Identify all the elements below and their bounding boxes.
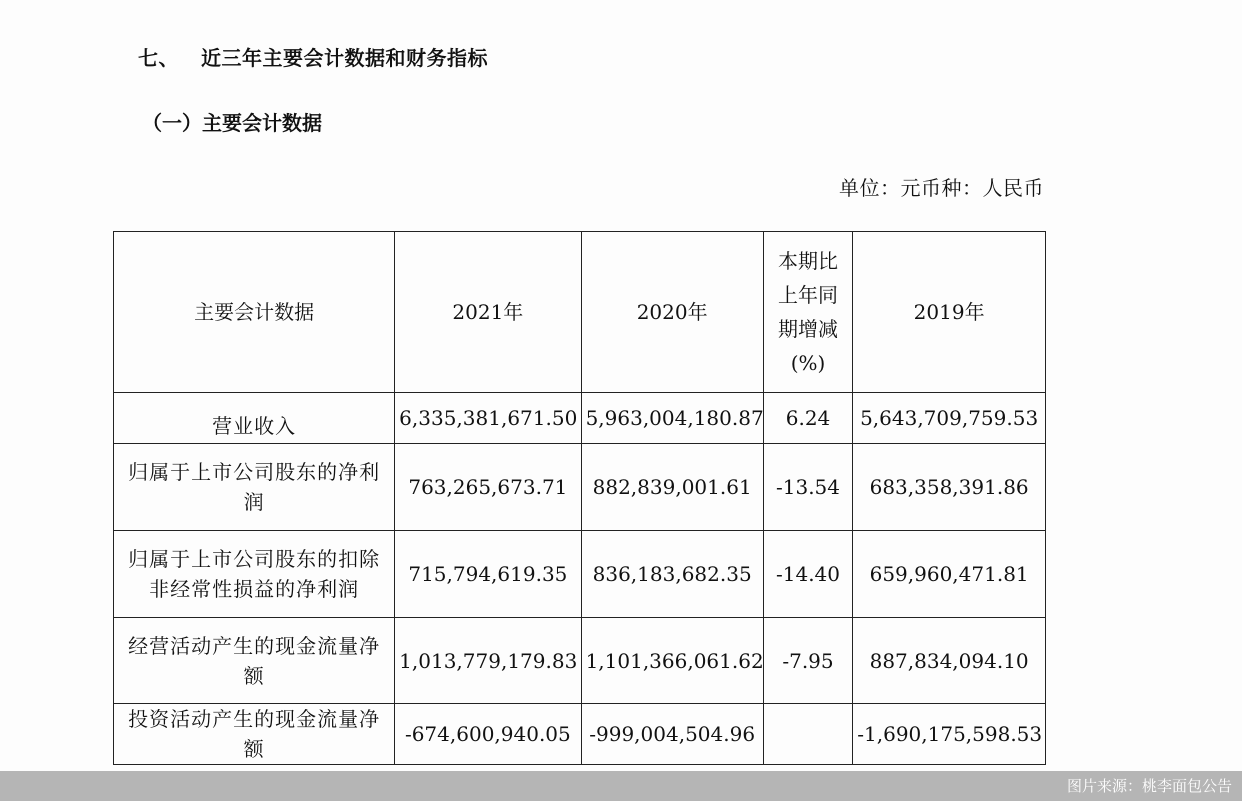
section-number: 七、	[138, 46, 179, 70]
image-credit-text: 图片来源：桃李面包公告	[1066, 777, 1232, 795]
row-label: 投资活动产生的现金流量净额	[114, 704, 395, 765]
table-row	[114, 618, 1046, 704]
table-header-row	[114, 232, 1046, 393]
cell-2019: -1,690,175,598.53	[853, 704, 1046, 765]
header-change-line: (%)	[790, 351, 826, 375]
cell-2019: 683,358,391.86	[853, 444, 1046, 531]
table-row	[114, 444, 1046, 531]
cell-2020: 1,101,366,061.62	[581, 618, 763, 704]
table-row	[114, 531, 1046, 618]
header-change-line: 期增减	[778, 317, 838, 341]
cell-2020: -999,004,504.96	[581, 704, 763, 765]
cell-2021: -674,600,940.05	[395, 704, 581, 765]
cell-2019: 887,834,094.10	[853, 618, 1046, 704]
cell-2020: 882,839,001.61	[581, 444, 763, 531]
row-label: 归属于上市公司股东的扣除非经常性损益的净利润	[114, 531, 395, 618]
header-change	[763, 232, 853, 393]
cell-change: -13.54	[763, 444, 853, 531]
section-title	[138, 42, 488, 71]
section-title-text: 近三年主要会计数据和财务指标	[201, 46, 488, 70]
header-change-line: 本期比	[778, 249, 838, 273]
row-label: 经营活动产生的现金流量净额	[114, 618, 395, 704]
cell-change: 6.24	[763, 393, 853, 444]
unit-note: 单位：元币种：人民币	[839, 176, 1044, 200]
subsection-title: （一）主要会计数据	[142, 111, 322, 135]
cell-2020: 5,963,004,180.87	[581, 393, 763, 444]
cell-change: -14.40	[763, 531, 853, 618]
header-2021: 2021年	[395, 232, 581, 393]
cell-2019: 659,960,471.81	[853, 531, 1046, 618]
cell-2020: 836,183,682.35	[581, 531, 763, 618]
header-label: 主要会计数据	[114, 232, 395, 393]
cell-2019: 5,643,709,759.53	[853, 393, 1046, 444]
cell-change	[763, 704, 853, 765]
row-label: 营业收入	[114, 393, 395, 444]
header-change-line: 上年同	[778, 283, 838, 307]
table-row	[114, 393, 1046, 444]
image-credit-bar	[0, 771, 1242, 801]
cell-2021: 6,335,381,671.50	[395, 393, 581, 444]
table-row	[114, 704, 1046, 765]
header-2020: 2020年	[581, 232, 763, 393]
row-label: 归属于上市公司股东的净利润	[114, 444, 395, 531]
cell-change: -7.95	[763, 618, 853, 704]
header-2019: 2019年	[853, 232, 1046, 393]
accounting-data-table	[113, 231, 1046, 765]
cell-2021: 715,794,619.35	[395, 531, 581, 618]
cell-2021: 1,013,779,179.83	[395, 618, 581, 704]
cell-2021: 763,265,673.71	[395, 444, 581, 531]
